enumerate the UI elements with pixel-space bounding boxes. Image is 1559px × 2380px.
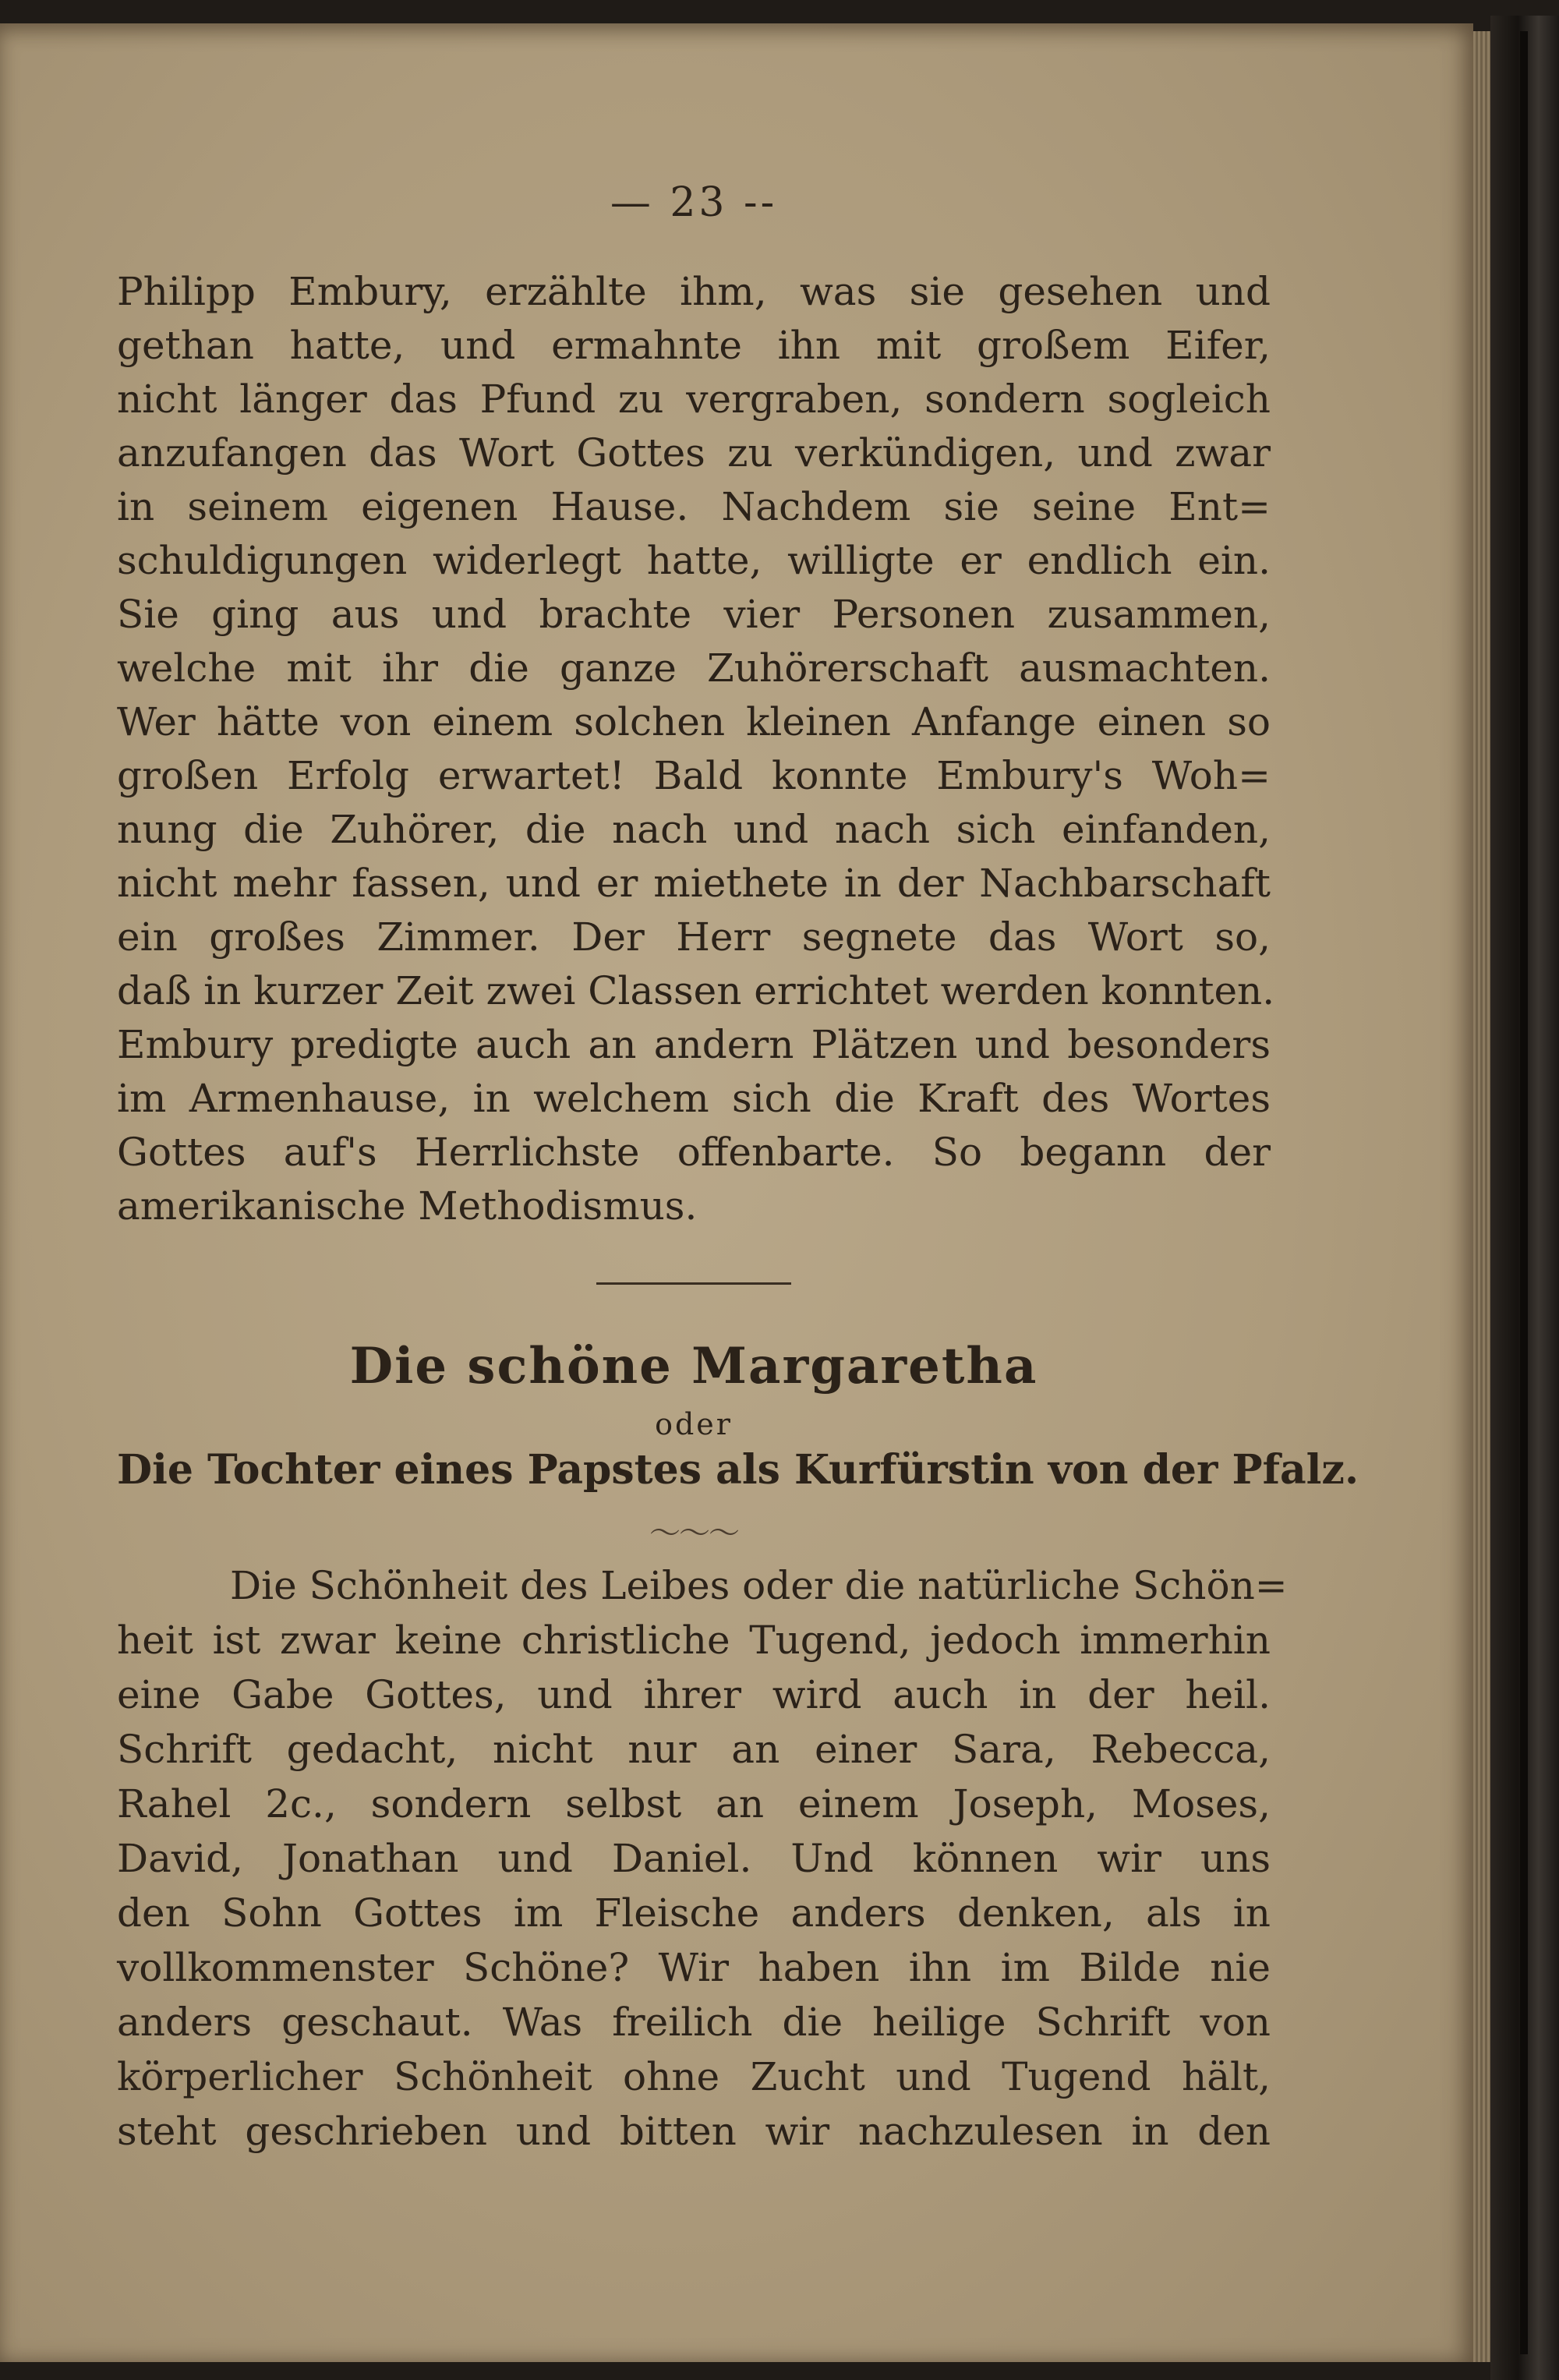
text-line: welche mit ihr die ganze Zuhörerschaft ausmachten. [117, 645, 1271, 691]
text-line: amerikanische Methodismus. [117, 1183, 698, 1229]
page-number: — 23 -- [610, 179, 778, 226]
text-line: steht geschrieben und bitten wir nachzulesen in den [117, 2109, 1271, 2154]
chapter-subtitle: Die Tochter eines Papstes als Kurfürstin von der Pfalz. [117, 1446, 1359, 1494]
text-line: anders geschaut. Was freilich die heilige Schrift von [117, 2000, 1271, 2045]
chapter-title: Die schöne Margaretha [349, 1337, 1038, 1395]
text-line: eine Gabe Gottes, und ihrer wird auch in der heil. [117, 1672, 1271, 1717]
text-line: vollkommenster Schöne? Wir haben ihn im Bilde nie [117, 1945, 1271, 1990]
text-line: im Armenhause, in welchem sich die Kraft des Wortes [117, 1076, 1271, 1121]
text-line: Embury predigte auch an andern Plätzen und besonders [117, 1022, 1271, 1067]
text-line: Wer hätte von einem solchen kleinen Anfange einen so [117, 699, 1271, 744]
text-line: ein großes Zimmer. Der Herr segnete das Wort so, [117, 914, 1271, 960]
text-line: nicht mehr fassen, und er miethete in der Nachbarschaft [117, 861, 1271, 906]
text-line: Philipp Embury, erzählte ihm, was sie gesehen und [117, 269, 1271, 314]
chapter-title-connector: oder [655, 1407, 733, 1441]
text-line: körperlicher Schönheit ohne Zucht und Tugend hält, [117, 2054, 1271, 2099]
text-line: Die Schönheit des Leibes oder die natürliche Schön= [230, 1563, 1288, 1608]
text-line: Schrift gedacht, nicht nur an einer Sara, Rebecca, [117, 1727, 1271, 1772]
text-line: in seinem eigenen Hause. Nachdem sie seine Ent= [117, 484, 1271, 529]
text-line: daß in kurzer Zeit zwei Classen errichtet werden konnten. [117, 968, 1275, 1013]
text-line: nicht länger das Pfund zu vergraben, sondern sogleich [117, 377, 1271, 422]
text-line: nung die Zuhörer, die nach und nach sich einfanden, [117, 807, 1271, 852]
text-line: großen Erfolg erwartet! Bald konnte Embury's Woh= [117, 753, 1271, 798]
text-line: gethan hatte, und ermahnte ihn mit großem Eifer, [117, 323, 1271, 368]
text-line: Rahel 2c., sondern selbst an einem Joseph, Moses, [117, 1781, 1271, 1827]
text-line: Sie ging aus und brachte vier Personen zusammen, [117, 592, 1271, 637]
ornament-divider: 〜〜〜 [649, 1515, 738, 1551]
text-line: den Sohn Gottes im Fleische anders denken, als in [117, 1890, 1271, 1936]
text-line: anzufangen das Wort Gottes zu verkündigen, und zwar [117, 430, 1271, 476]
text-line: heit ist zwar keine christliche Tugend, jedoch immerhin [117, 1618, 1271, 1663]
text-line: schuldigungen widerlegt hatte, willigte er endlich ein. [117, 538, 1271, 583]
text-line: Gottes auf's Herrlichste offenbarte. So begann der [117, 1130, 1271, 1175]
text-line: David, Jonathan und Daniel. Und können wir uns [117, 1836, 1271, 1881]
cover-edge [1520, 31, 1528, 2354]
section-divider [596, 1282, 791, 1285]
